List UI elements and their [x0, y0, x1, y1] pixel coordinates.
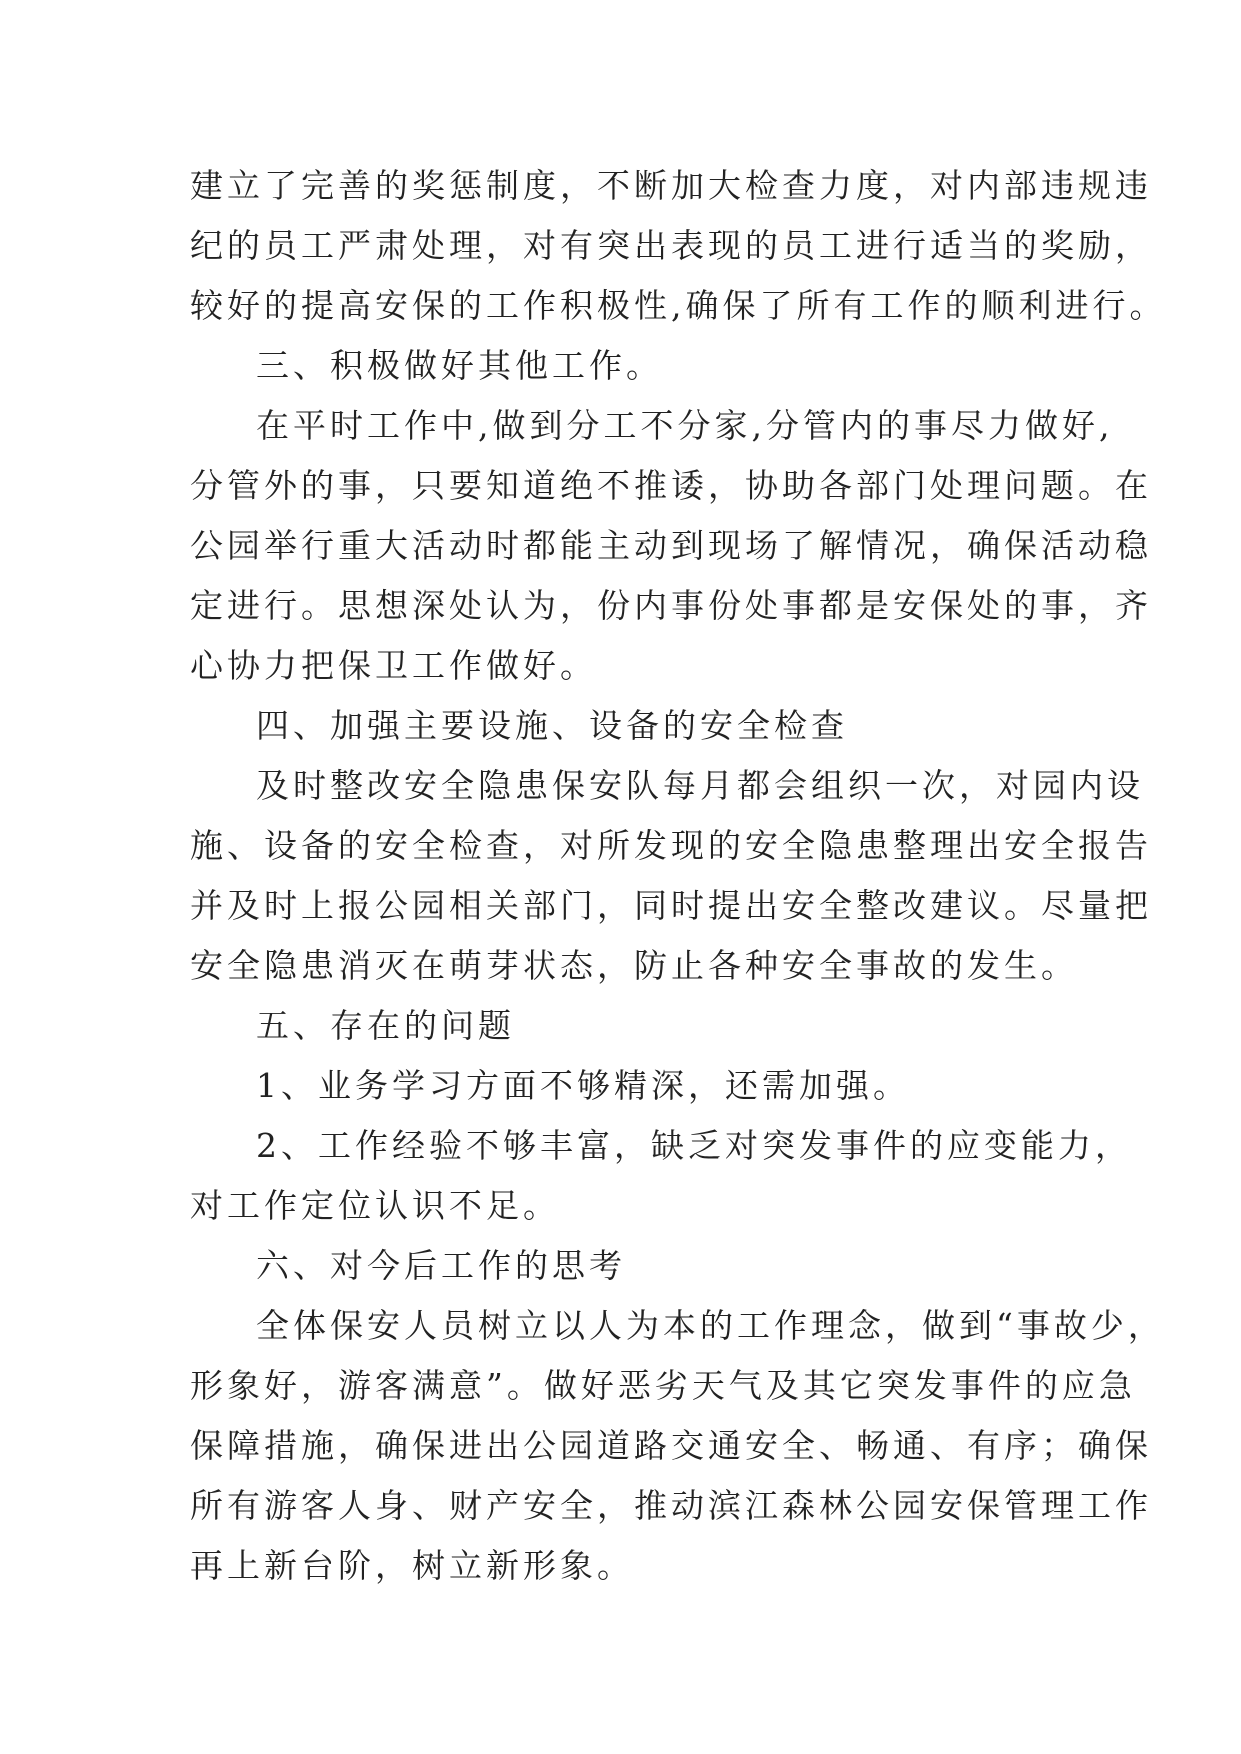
- list-item: 2、工作经验不够丰富，缺乏对突发事件的应变能力，: [256, 1126, 1132, 1165]
- body-line: 全体保安人员树立以人为本的工作理念，做到“事故少，: [256, 1306, 1165, 1345]
- section-heading: 六、对今后工作的思考: [256, 1246, 626, 1285]
- section-heading: 四、加强主要设施、设备的安全检查: [256, 706, 848, 745]
- body-line: 形象好，游客满意”。做好恶劣天气及其它突发事件的应急: [190, 1366, 1136, 1405]
- body-line: 建立了完善的奖惩制度，不断加大检查力度，对内部违规违: [190, 166, 1152, 205]
- body-line: 较好的提高安保的工作积极性,确保了所有工作的顺利进行。: [190, 286, 1167, 325]
- body-line: 及时整改安全隐患保安队每月都会组织一次，对园内设: [256, 766, 1144, 805]
- body-line: 再上新台阶，树立新形象。: [190, 1546, 634, 1585]
- body-line: 定进行。思想深处认为，份内事份处事都是安保处的事，齐: [190, 586, 1152, 625]
- section-heading: 三、积极做好其他工作。: [256, 346, 663, 385]
- body-line: 所有游客人身、财产安全，推动滨江森林公园安保管理工作: [190, 1486, 1152, 1525]
- body-line: 公园举行重大活动时都能主动到现场了解情况，确保活动稳: [190, 526, 1152, 565]
- section-heading: 五、存在的问题: [256, 1006, 515, 1045]
- body-line: 在平时工作中,做到分工不分家,分管内的事尽力做好,: [256, 406, 1114, 445]
- body-line: 并及时上报公园相关部门，同时提出安全整改建议。尽量把: [190, 886, 1152, 925]
- document-body: [190, 156, 1167, 1596]
- body-line: 纪的员工严肃处理，对有突出表现的员工进行适当的奖励，: [190, 226, 1152, 265]
- body-line: 安全隐患消灭在萌芽状态，防止各种安全事故的发生。: [190, 946, 1078, 985]
- body-line: 对工作定位认识不足。: [190, 1186, 560, 1225]
- body-line: 分管外的事，只要知道绝不推诿，协助各部门处理问题。在: [190, 466, 1152, 505]
- body-line: 施、设备的安全检查，对所发现的安全隐患整理出安全报告: [190, 826, 1152, 865]
- body-line: 保障措施，确保进出公园道路交通安全、畅通、有序；确保: [190, 1426, 1152, 1465]
- list-item: 1、业务学习方面不够精深，还需加强。: [256, 1066, 910, 1105]
- body-line: 心协力把保卫工作做好。: [190, 646, 597, 685]
